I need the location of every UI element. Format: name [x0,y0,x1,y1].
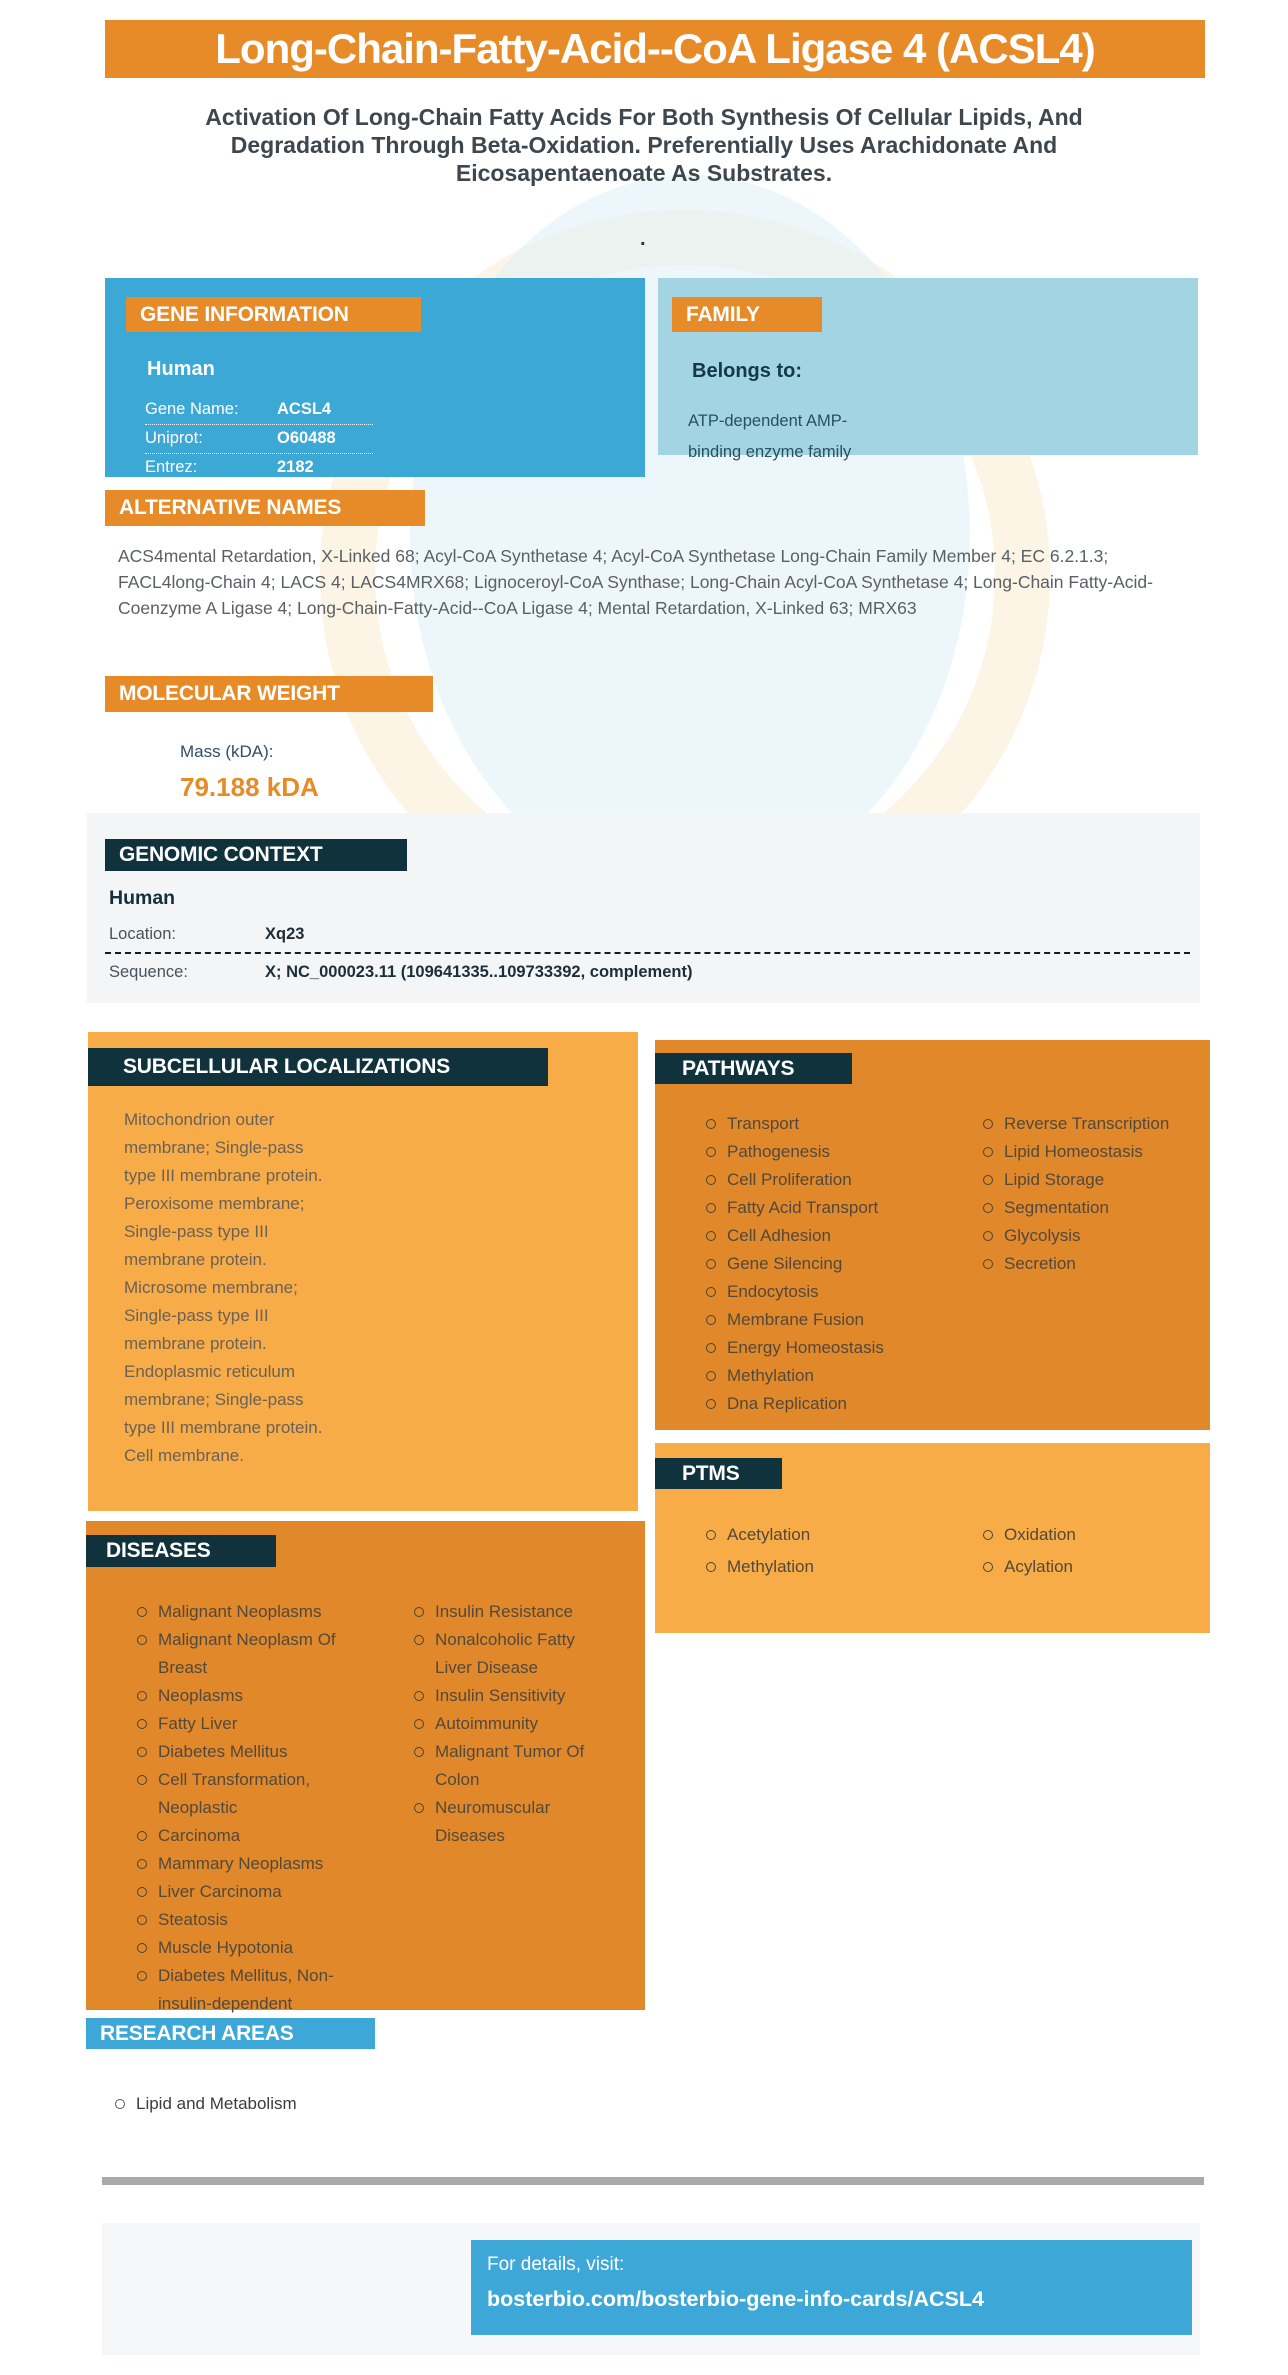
gene-information-card [105,278,645,477]
research-areas-list [112,2090,512,2118]
entrez-label: Entrez: [145,458,198,476]
subcellular-localizations-card [88,1032,638,1511]
pathways-list-col1 [703,1110,943,1418]
list-item: Glycolysis [980,1222,1215,1250]
list-item: Liver Carcinoma [134,1878,349,1906]
ptms-card [655,1443,1210,1633]
list-item: Cell Adhesion [703,1222,943,1250]
pathways-card [655,1040,1210,1430]
list-item: Muscle Hypotonia [134,1934,349,1962]
list-item: Fatty Liver [134,1710,349,1738]
list-item: Lipid Homeostasis [980,1138,1215,1166]
footer-visit-label: For details, visit: [487,2254,625,2275]
list-item: Mammary Neoplasms [134,1850,349,1878]
list-item: Insulin Resistance [411,1598,616,1626]
list-item: Steatosis [134,1906,349,1934]
list-item: Methylation [703,1362,943,1390]
list-item: Energy Homeostasis [703,1334,943,1362]
ptms-list-col1 [703,1521,943,1585]
list-item: Neoplasms [134,1682,349,1710]
footer-divider [102,2177,1204,2185]
diseases-list-col2 [411,1598,616,1850]
gene-name-row [145,396,373,425]
list-item: Malignant Neoplasm Of Breast [134,1626,349,1682]
list-item: Methylation [703,1553,943,1581]
list-item: Cell Transformation, Neoplastic [134,1766,349,1822]
footer-url-link[interactable]: bosterbio.com/bosterbio-gene-info-cards/ACSL4 [487,2287,984,2311]
list-item: Oxidation [980,1521,1215,1549]
list-item: Insulin Sensitivity [411,1682,616,1710]
entrez-row [145,454,373,482]
list-item: Malignant Tumor Of Colon [411,1738,616,1794]
list-item: Secretion [980,1250,1215,1278]
list-item: Diabetes Mellitus, Non-insulin-dependent [134,1962,349,2018]
list-item: Transport [703,1110,943,1138]
list-item: Diabetes Mellitus [134,1738,349,1766]
list-item: Nonalcoholic Fatty Liver Disease [411,1626,616,1682]
diseases-card [86,1521,645,2013]
list-item: Dna Replication [703,1390,943,1418]
location-value: Xq23 [265,925,305,943]
genomic-species-label: Human [109,887,176,909]
pathways-heading: PATHWAYS [655,1053,852,1084]
subcellular-localizations-text: Mitochondrion outer membrane; Single-pass type III membrane protein. Peroxisome membrane; Single-pass type III membrane protein. Microsome membrane; Single-pass type III membrane protein. Endoplasmic reticulum membrane; Single-pass type III membrane protein. Cell membrane. [124,1110,323,1465]
genomic-context-card [87,813,1200,1003]
diseases-heading: DISEASES [86,1535,276,1567]
family-card [658,278,1198,461]
belongs-to-label: Belongs to: [692,360,802,382]
list-item: Neuromuscular Diseases [411,1794,616,1850]
list-item: Acylation [980,1553,1215,1581]
research-areas-heading: RESEARCH AREAS [86,2018,375,2049]
molecular-weight-heading: MOLECULAR WEIGHT [105,676,433,712]
list-item: Autoimmunity [411,1710,616,1738]
entrez-value: 2182 [277,458,314,476]
sequence-value: X; NC_000023.11 (109641335..109733392, complement) [265,963,693,981]
list-item: Reverse Transcription [980,1110,1215,1138]
list-item: Gene Silencing [703,1250,943,1278]
list-item: Acetylation [703,1521,943,1549]
list-item: Lipid and Metabolism [112,2090,512,2118]
sequence-row [109,963,692,982]
list-item: Malignant Neoplasms [134,1598,349,1626]
gene-info-rows [145,396,377,482]
list-item: Membrane Fusion [703,1306,943,1334]
footer-visit-card [471,2240,1192,2335]
gene-name-label: Gene Name: [145,400,239,418]
location-label: Location: [109,925,176,943]
genomic-context-heading: GENOMIC CONTEXT [105,839,407,871]
family-heading: FAMILY [672,297,822,332]
stray-dot: . [640,228,646,250]
species-label: Human [147,358,215,380]
list-item: Cell Proliferation [703,1166,943,1194]
dashed-divider [105,952,1190,954]
mass-label: Mass (kDA): [180,742,274,761]
gene-information-heading: GENE INFORMATION [126,297,421,332]
gene-summary: Activation Of Long-Chain Fatty Acids For Both Synthesis Of Cellular Lipids, And Degradation Through Beta-Oxidation. Preferentially Uses Arachidonate And Eicosapentaenoate As Substrates. [205,104,1083,186]
footer [102,2223,1200,2355]
gene-name-value: ACSL4 [277,400,332,418]
list-item: Carcinoma [134,1822,349,1850]
ptms-list-col2 [980,1521,1215,1585]
list-item: Lipid Storage [980,1166,1215,1194]
page-title: Long-Chain-Fatty-Acid--CoA Ligase 4 (ACSL4) [215,25,1095,72]
location-row [109,925,304,944]
list-item: Pathogenesis [703,1138,943,1166]
uniprot-value: O60488 [277,429,336,447]
list-item: Endocytosis [703,1278,943,1306]
mass-value: 79.188 kDA [180,772,319,802]
uniprot-label: Uniprot: [145,429,203,447]
list-item: Fatty Acid Transport [703,1194,943,1222]
family-value: ATP-dependent AMP-binding enzyme family [688,412,852,461]
list-item: Segmentation [980,1194,1215,1222]
alternative-names-text: ACS4mental Retardation, X-Linked 68; Acyl-CoA Synthetase 4; Acyl-CoA Synthetase Long-Chain Family Member 4; EC 6.2.1.3; FACL4long-Chain 4; LACS 4; LACS4MRX68; Lignoceroyl-CoA Synthase; Long-Chain Acyl-CoA Synthetase 4; Long-Chain Fatty-Acid-Coenzyme A Ligase 4; Long-Chain-Fatty-Acid--CoA Ligase 4; Mental Retardation, X-Linked 63; MRX63 [118,546,1153,618]
uniprot-row [145,425,373,454]
sequence-label: Sequence: [109,963,188,981]
alternative-names-heading: ALTERNATIVE NAMES [105,490,425,526]
pathways-list-col2 [980,1110,1215,1278]
subcellular-localizations-heading: SUBCELLULAR LOCALIZATIONS [88,1048,548,1086]
diseases-list-col1 [134,1598,349,2018]
ptms-heading: PTMS [655,1458,782,1489]
page-title-banner [105,20,1205,78]
